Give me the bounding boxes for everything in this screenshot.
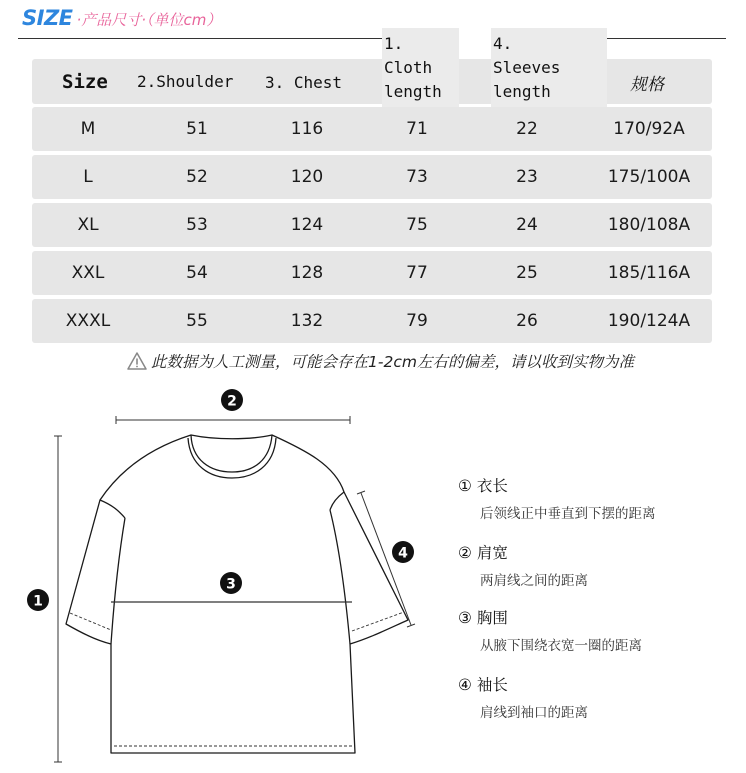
cell-shoulder: 53 bbox=[186, 215, 208, 235]
cell-sleeves-length: 22 bbox=[516, 119, 538, 139]
tshirt-diagram bbox=[0, 380, 746, 773]
note-text: 此数据为人工测量，可能会存在1-2cm左右的偏差，请以收到实物为准 bbox=[151, 353, 634, 371]
marker-1 bbox=[27, 589, 49, 611]
legend-desc: 从腋下围绕衣宽一圈的距离 bbox=[480, 638, 642, 654]
cell-sleeves-length: 25 bbox=[516, 263, 538, 283]
size-subtitle: ·产品尺寸·（单位cm） bbox=[76, 11, 222, 29]
legend-title: ③ 胸围 bbox=[458, 609, 508, 627]
cell-chest: 132 bbox=[290, 311, 324, 331]
tshirt-outline bbox=[66, 435, 408, 753]
cell-cloth-length: 79 bbox=[406, 311, 428, 331]
table-row bbox=[32, 203, 712, 247]
cell-chest: 128 bbox=[290, 263, 324, 283]
table-header-row bbox=[32, 34, 712, 104]
cell-chest: 124 bbox=[290, 215, 324, 235]
marker-4 bbox=[392, 541, 414, 563]
cell-cloth-length: 77 bbox=[406, 263, 428, 283]
cell-spec: 190/124A bbox=[607, 311, 691, 331]
table-row bbox=[32, 251, 712, 295]
cell-spec: 185/116A bbox=[607, 263, 691, 283]
legend-desc: 两肩线之间的距离 bbox=[480, 573, 588, 589]
header-spec: 规格 bbox=[630, 75, 664, 95]
cell-size: L bbox=[83, 167, 93, 187]
cell-sleeves-length: 24 bbox=[516, 215, 538, 235]
size-title: SIZE bbox=[22, 6, 73, 30]
cell-cloth-length: 71 bbox=[406, 119, 428, 139]
warning-triangle-icon bbox=[127, 351, 147, 371]
cell-cloth-length: 75 bbox=[406, 215, 428, 235]
cell-shoulder: 55 bbox=[186, 311, 208, 331]
cell-cloth-length: 73 bbox=[406, 167, 428, 187]
table-row bbox=[32, 155, 712, 199]
marker-2 bbox=[221, 389, 243, 411]
legend-item bbox=[458, 541, 588, 589]
header-chest: 3. Chest bbox=[265, 73, 343, 92]
header-shoulder: 2.Shoulder bbox=[137, 72, 234, 91]
measurement-note bbox=[127, 350, 634, 372]
table-row bbox=[32, 107, 712, 151]
marker-4-label: 4 bbox=[398, 545, 408, 562]
size-header bbox=[22, 6, 221, 32]
legend-title: ① 衣长 bbox=[458, 477, 508, 495]
cell-spec: 175/100A bbox=[607, 167, 691, 187]
table-row bbox=[32, 299, 712, 343]
legend-item bbox=[458, 673, 588, 721]
marker-1-label: 1 bbox=[33, 593, 43, 610]
marker-2-label: 2 bbox=[227, 393, 237, 410]
cell-sleeves-length: 26 bbox=[516, 311, 538, 331]
cell-size: M bbox=[80, 119, 96, 139]
cell-shoulder: 54 bbox=[186, 263, 208, 283]
cell-spec: 180/108A bbox=[607, 215, 691, 235]
legend-desc: 肩线到袖口的距离 bbox=[480, 705, 588, 721]
cell-chest: 120 bbox=[290, 167, 324, 187]
marker-3-label: 3 bbox=[226, 576, 236, 593]
cell-shoulder: 52 bbox=[186, 167, 208, 187]
legend-title: ② 肩宽 bbox=[458, 544, 508, 562]
legend-item bbox=[458, 474, 656, 522]
cell-spec: 170/92A bbox=[613, 119, 685, 139]
legend-item bbox=[458, 606, 642, 654]
header-rule bbox=[606, 38, 726, 39]
cell-chest: 116 bbox=[290, 119, 324, 139]
header-sleeves-length: 4. Sleeves length bbox=[491, 28, 607, 108]
cell-shoulder: 51 bbox=[186, 119, 208, 139]
legend-desc: 后领线正中垂直到下摆的距离 bbox=[480, 506, 656, 522]
header-rule bbox=[18, 38, 384, 39]
header-size: Size bbox=[62, 71, 108, 93]
header-cloth-length: 1. Cloth length bbox=[382, 28, 459, 108]
cell-size: XXL bbox=[71, 263, 105, 283]
cell-sleeves-length: 23 bbox=[516, 167, 538, 187]
cell-size: XL bbox=[77, 215, 99, 235]
cell-size: XXXL bbox=[65, 311, 111, 331]
marker-3 bbox=[220, 572, 242, 594]
legend-title: ④ 袖长 bbox=[458, 676, 508, 694]
